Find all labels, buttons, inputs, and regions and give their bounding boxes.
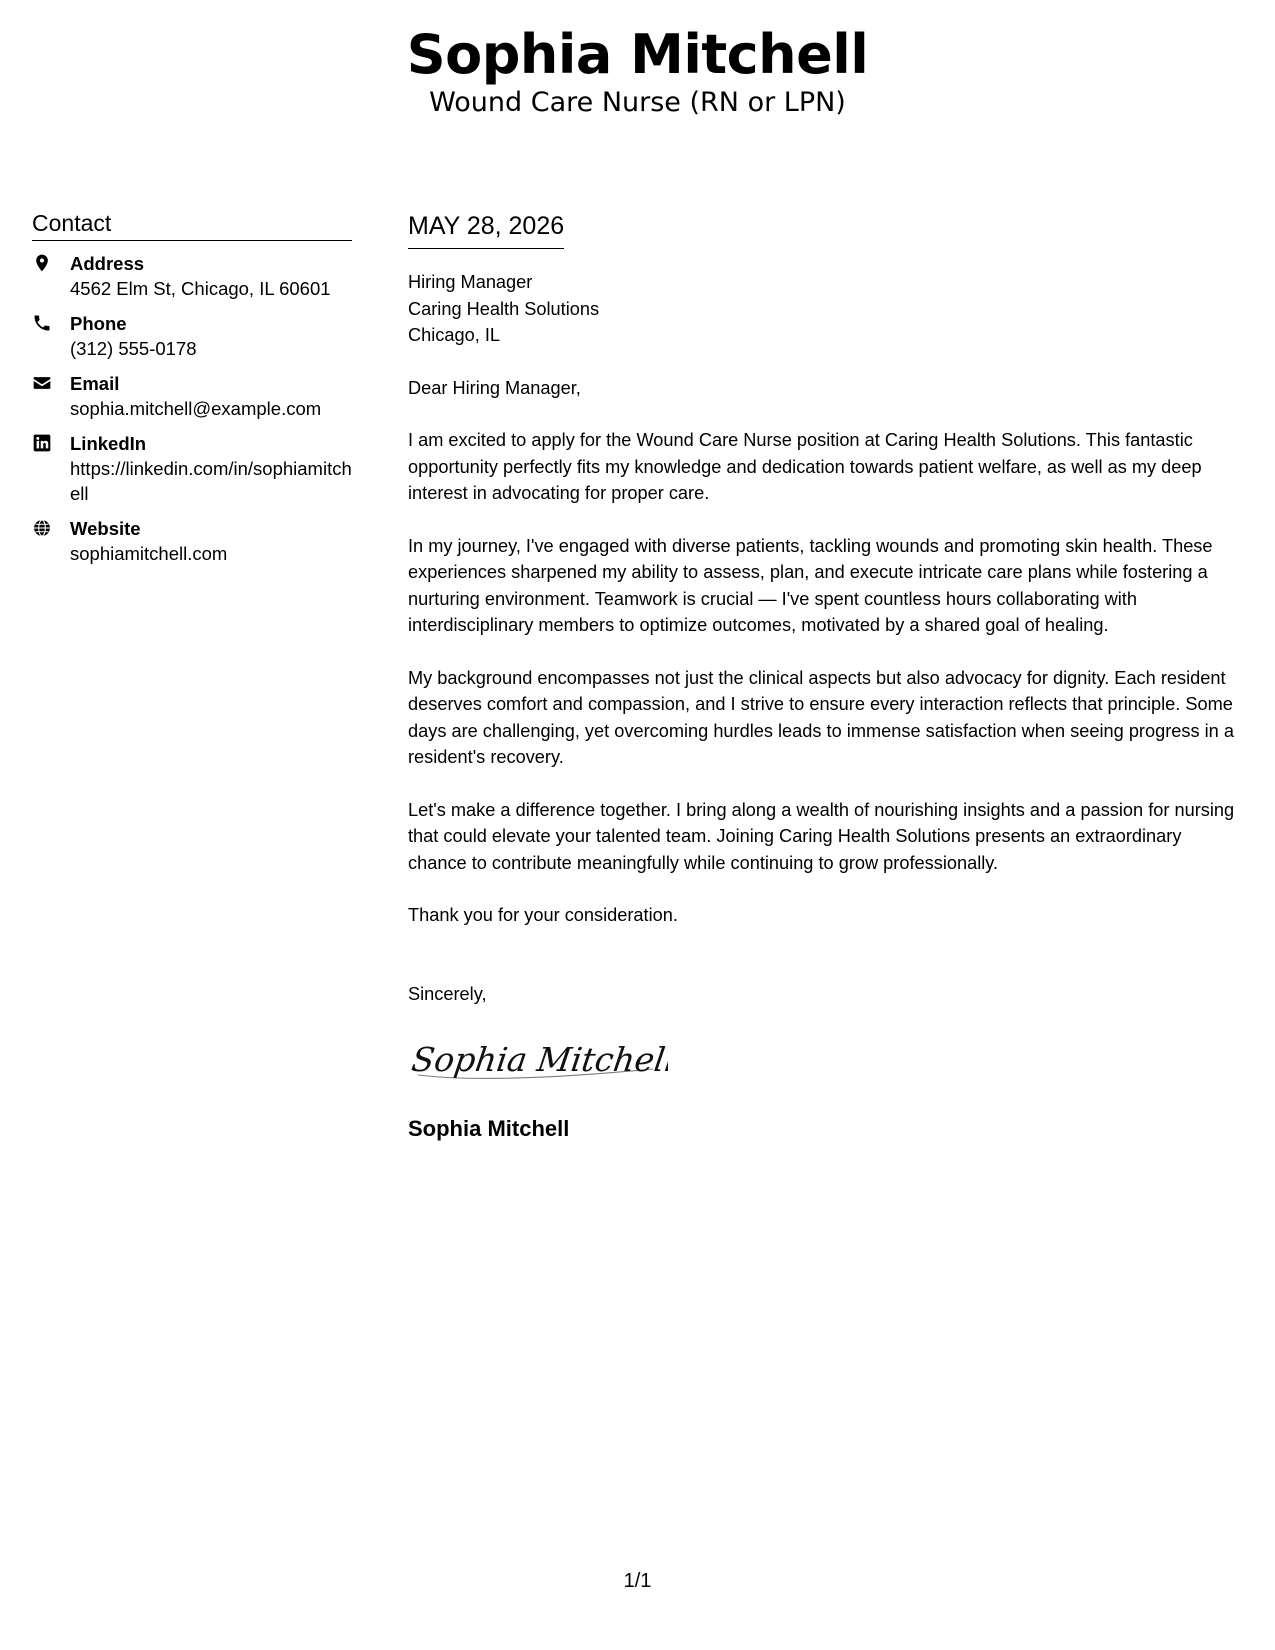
salutation: Dear Hiring Manager, (408, 377, 581, 398)
phone-value: (312) 555-0178 (70, 338, 197, 359)
contact-heading: Contact (32, 208, 352, 241)
paragraph: My background encompasses not just the clinical aspects but also advocacy for dignity. Each resident deserves comfort and compassion, and I strive to ensure every interaction reflects that principle. Some days are challenging, yet overcoming hurdles leads to immense satisfaction when seeing progress in a resident's recovery. (408, 667, 1234, 767)
contact-item-address (32, 251, 352, 301)
envelope-icon (32, 371, 70, 393)
recipient-line: Hiring Manager (408, 272, 533, 292)
email-label: Email (70, 373, 120, 394)
address-value: 4562 Elm St, Chicago, IL 60601 (70, 278, 331, 299)
website-value: sophiamitchell.com (70, 543, 228, 564)
recipient-line: Chicago, IL (408, 325, 501, 345)
page-number: 1/1 (623, 1570, 652, 1592)
address-label: Address (70, 253, 145, 274)
phone-label: Phone (70, 313, 127, 334)
applicant-name: Sophia Mitchell (406, 23, 869, 86)
contact-item-email (32, 371, 352, 421)
closing: Sincerely, (408, 983, 487, 1004)
website-label: Website (70, 518, 141, 539)
map-pin-icon (32, 251, 70, 273)
paragraph: Let's make a difference together. I bring along a wealth of nourishing insights and a passion for nursing that could elevate your talented team. Joining Caring Health Solutions presents an extraordinary chance to contribute meaningfully while continuing to grow professionally. (408, 799, 1235, 873)
linkedin-label: LinkedIn (70, 433, 147, 454)
paragraph: I am excited to apply for the Wound Care Nurse position at Caring Health Solutions. This fantastic opportunity perfectly fits my knowledge and dedication towards patient welfare, as well as my deep interest in advocating for proper care. (408, 430, 1202, 503)
paragraph: Thank you for your consideration. (408, 905, 678, 925)
linkedin-value: https://linkedin.com/in/sophiamitchell (70, 458, 352, 504)
contact-item-website (32, 516, 352, 566)
contact-sidebar (32, 208, 352, 576)
signature-text: Sophia Mitchell (409, 1040, 668, 1079)
email-value: sophia.mitchell@example.com (70, 398, 322, 419)
handwritten-signature (408, 1031, 1244, 1087)
signer-name: Sophia Mitchell (408, 1116, 570, 1141)
paragraph: In my journey, I've engaged with diverse patients, tackling wounds and promoting skin health. These experiences sharpened my ability to assess, plan, and execute intricate care plans while fostering a nurturing environment. Teamwork is crucial — I've spent countless hours collaborating with interdisciplinary members to optimize outcomes, motivated by a shared goal of healing. (408, 535, 1213, 635)
globe-icon (32, 516, 70, 538)
letter-body (408, 208, 1244, 1143)
linkedin-icon (32, 431, 70, 453)
job-title: Wound Care Nurse (RN or LPN) (429, 87, 846, 118)
letter-date: MAY 28, 2026 (408, 208, 564, 249)
contact-item-phone (32, 311, 352, 361)
phone-icon (32, 311, 70, 333)
contact-item-linkedin (32, 431, 352, 506)
recipient-block (408, 269, 1244, 349)
letter-header (0, 24, 1275, 120)
contact-list (32, 251, 352, 566)
recipient-line: Caring Health Solutions (408, 298, 600, 319)
